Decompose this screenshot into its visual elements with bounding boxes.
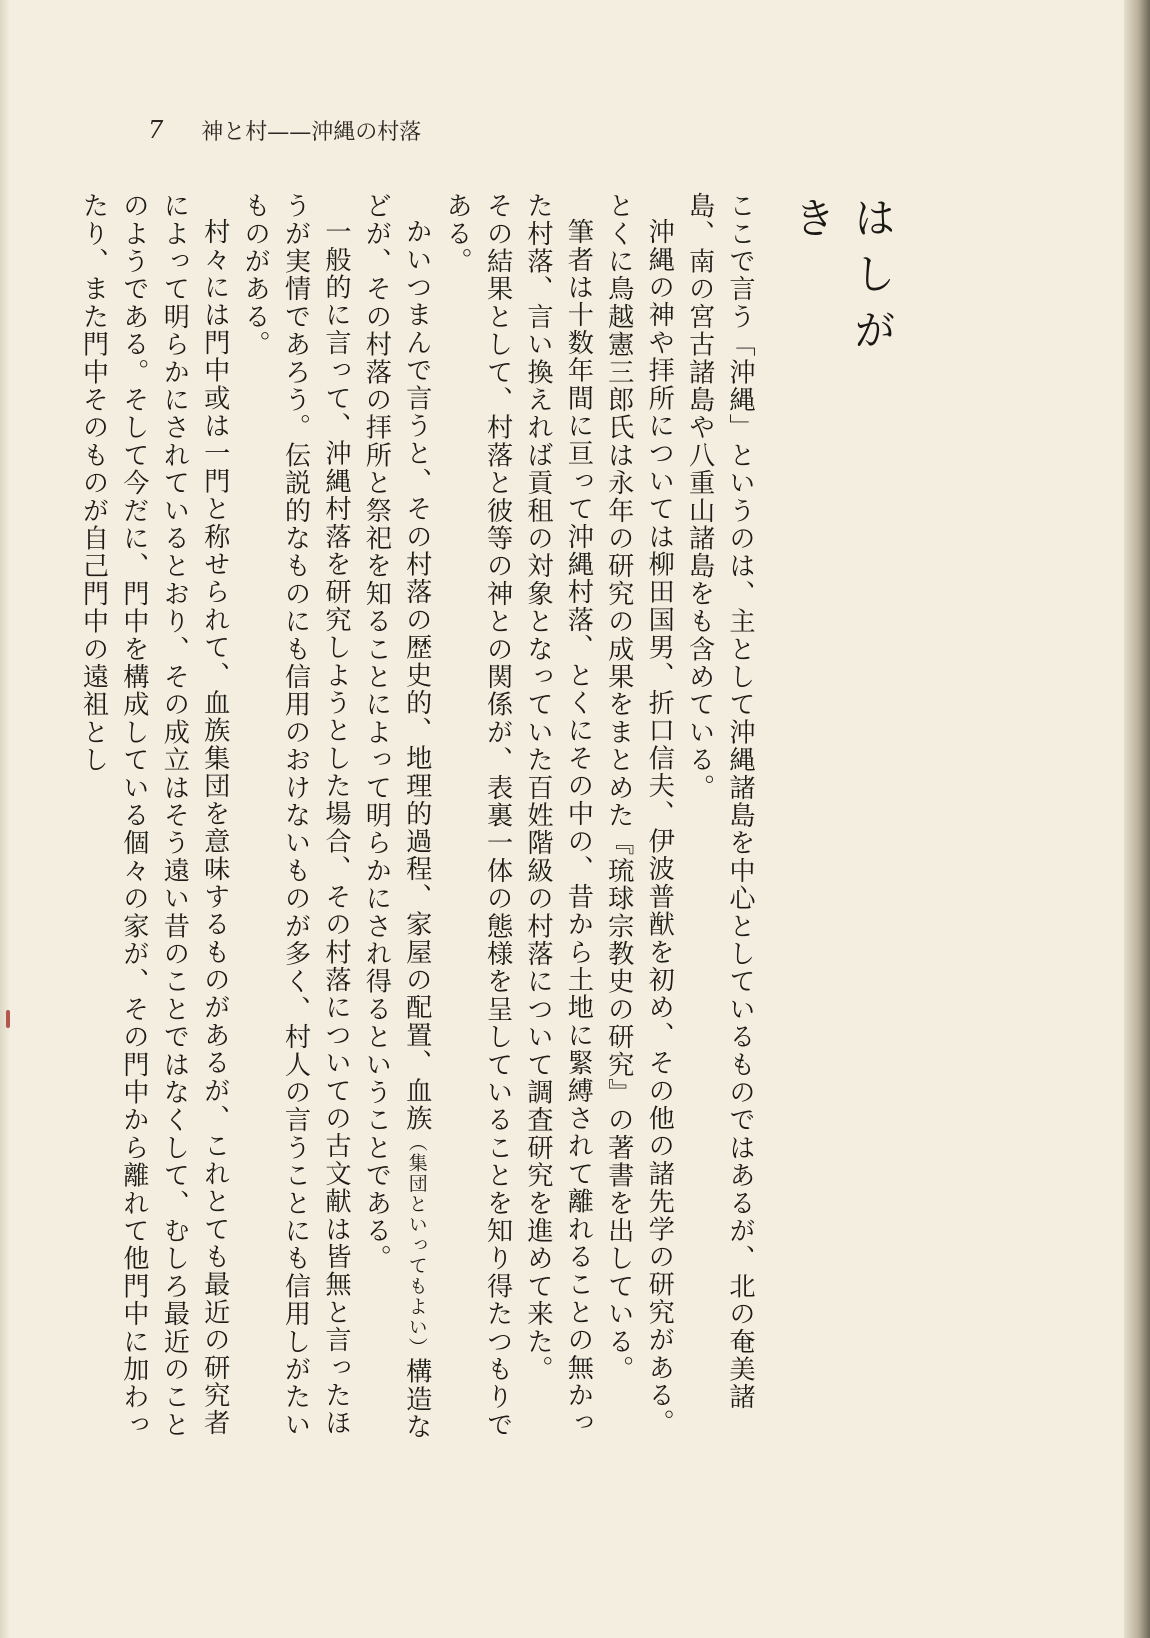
body-text — [78, 192, 760, 1462]
running-header — [148, 112, 428, 148]
paragraph: ここで言う「沖縄」というのは、主として沖縄諸島を中心としているものではあるが、北の奄美諸島、南の宮古諸島や八重山諸島をも含めている。 — [684, 192, 755, 1411]
ink-smudge — [6, 1010, 10, 1028]
parenthetical-note: （集団といってもよい） — [405, 1132, 428, 1358]
paragraph: その結果として、村落と彼等の神との関係が、表裏一体の態様を呈していることを知り得たつもりである。 — [442, 192, 513, 1439]
paragraph: 一般的に言って、沖縄村落を研究しようとした場合、その村落についての古文献は皆無と言ったほうが実情であろう。伝説的なものにも信用のおけないものが多く、村人の言うことにも信用しがたいものがある。 — [240, 192, 351, 1439]
page-number: 7 — [148, 116, 164, 144]
running-title: 神と村——沖縄の村落 — [201, 119, 422, 145]
binding-gutter-shadow — [1124, 0, 1150, 1638]
paragraph-with-note — [356, 192, 437, 1462]
chapter-title: はしがき — [788, 196, 897, 364]
paragraph-text: かいつまんで言うと、その村落の歴史的、地理的過程、家屋の配置、血族 — [401, 218, 432, 1133]
paragraph-text: 構造などが、その村落の拝所と祭祀を知ることによって明らかにされ得るということである。 — [361, 192, 432, 1441]
paragraph: 筆者は十数年間に亘って沖縄村落、とくにその中の、昔から土地に緊縛されて離れることの無かった村落、言い換えれば貢租の対象となっていた百姓階級の村落について調査研究を進めて来た。 — [522, 192, 594, 1437]
paragraph: 沖縄の神や拝所については柳田国男、折口信夫、伊波普猷を初め、その他の諸先学の研究がある。とくに鳥越憲三郎氏は永年の研究の成果をまとめた『琉球宗教史の研究』の著書を出している。 — [603, 192, 675, 1437]
paragraph: 村々には門中或は一門と称せられて、血族集団を意味するものがあるが、これとても最近の研究者によって明らかにされているとおり、その成立はそう遠い昔のことではなくして、むしろ最近のことのようである。そして今だに、門中を構成している個々の家が、その門中から離れて他門中に加わったり、また門中そのものが自己門中の遠祖とし — [78, 192, 230, 1439]
page-left-edge — [0, 0, 10, 1638]
